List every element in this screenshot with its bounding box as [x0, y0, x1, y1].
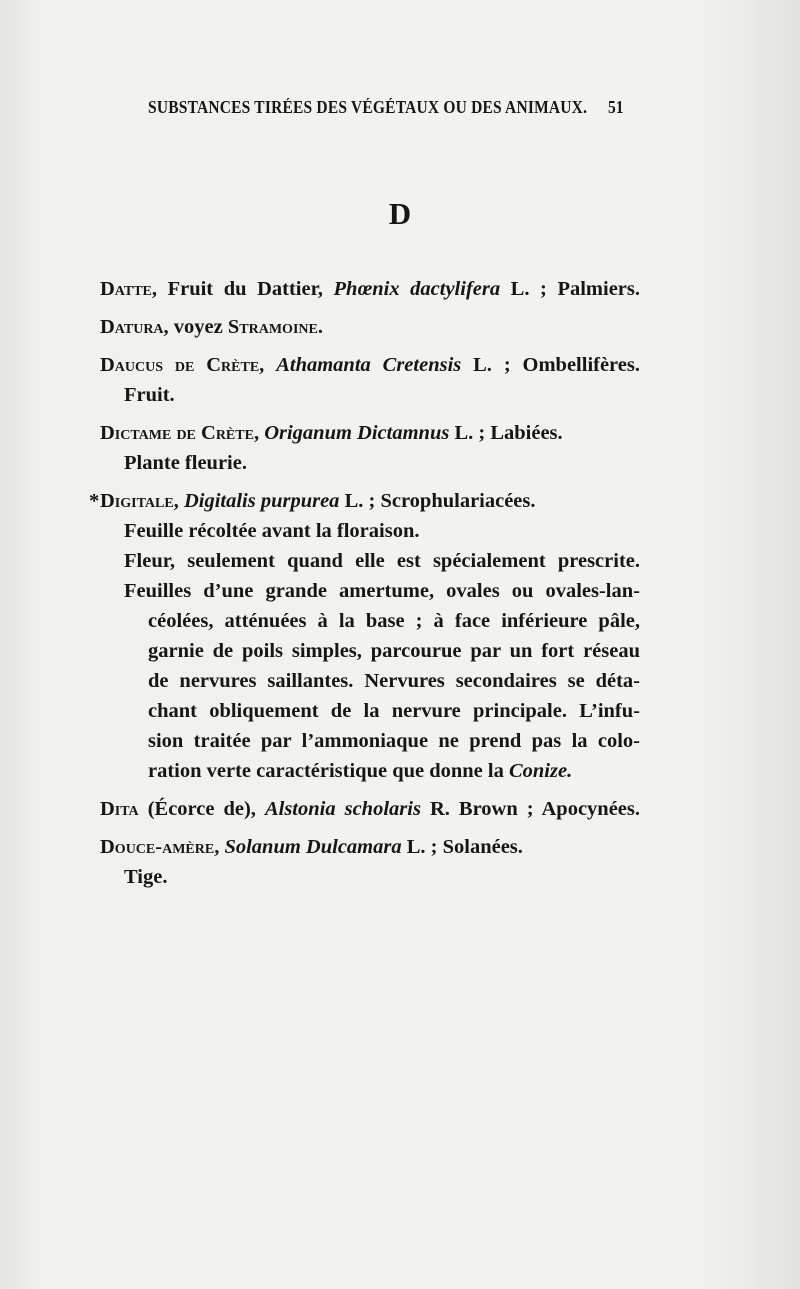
cross-reference: Stramoine. [227, 316, 323, 338]
entry-name: Dita [100, 798, 139, 820]
entry-family: L. ; Scrophulariacées. [339, 490, 536, 512]
entry-name: Douce-amère, [100, 836, 220, 858]
description-italic: Conize. [508, 760, 573, 782]
entry-text: Fruit du Dattier, [157, 278, 334, 300]
entry-part: Tige. [124, 866, 168, 888]
description-line: Feuilles d’une grande amertume, ovales ou ovales-lan- [124, 580, 640, 602]
description-line: sion traitée par l’ammoniaque ne prend pas la colo- [148, 730, 640, 752]
entry-datte [100, 274, 640, 304]
latin-name: Solanum Dulcamara [224, 836, 402, 858]
entry-text: voyez [168, 316, 228, 338]
entry-part: Fruit. [124, 384, 175, 406]
latin-name: Phœnix dactylifera [333, 278, 501, 300]
latin-name: Digitalis purpurea [183, 490, 340, 512]
section-letter: D [388, 196, 412, 231]
entry-douce-amere [100, 832, 640, 892]
entry-dictame [100, 418, 640, 478]
entry-name: Datte, [100, 278, 158, 300]
entry-family: L. ; Solanées. [401, 836, 523, 858]
entry-family: R. Brown ; Apocynées. [420, 798, 640, 820]
entry-family: L. ; Palmiers. [500, 278, 640, 300]
description-text: ration verte caractéristique que donne la [148, 760, 509, 782]
entry-datura [100, 312, 640, 342]
entry-digitale [89, 486, 640, 786]
entry-family: L. ; Labiées. [449, 422, 563, 444]
official-marker: * [89, 490, 100, 512]
entry-part: Feuille récoltée avant la floraison. [124, 520, 420, 542]
entry-part: Fleur, seulement quand elle est spécialement prescrite. [124, 550, 640, 572]
latin-name: Origanum Dictamnus [264, 422, 450, 444]
description-line: de nervures saillantes. Nervures secondaires se déta- [148, 670, 640, 692]
entry-daucus [100, 350, 640, 410]
entry-list [89, 274, 640, 892]
entry-family: L. ; Ombellifères. [461, 354, 640, 376]
entry-name: Digitale, [100, 490, 179, 512]
entry-text: (Écorce de), [138, 798, 265, 820]
entry-name: Datura, [100, 316, 169, 338]
entry-name: Daucus de Crète, [100, 354, 265, 376]
running-title: SUBSTANCES TIRÉES DES VÉGÉTAUX OU DES ANIMAUX. [148, 98, 588, 118]
entry-dita [100, 794, 640, 824]
entry-part: Plante fleurie. [124, 452, 247, 474]
latin-name: Alstonia scholaris [264, 798, 421, 820]
page-number: 51 [608, 98, 624, 118]
description-line: garnie de poils simples, parcourue par un fort réseau [148, 640, 640, 662]
latin-name: Athamanta Cretensis [276, 354, 462, 376]
description-line [100, 756, 640, 786]
description-line: céolées, atténuées à la base ; à face inférieure pâle, [148, 610, 640, 632]
description-line: chant obliquement de la nervure principale. L’infu- [148, 700, 640, 722]
entry-name: Dictame de Crète, [100, 422, 260, 444]
